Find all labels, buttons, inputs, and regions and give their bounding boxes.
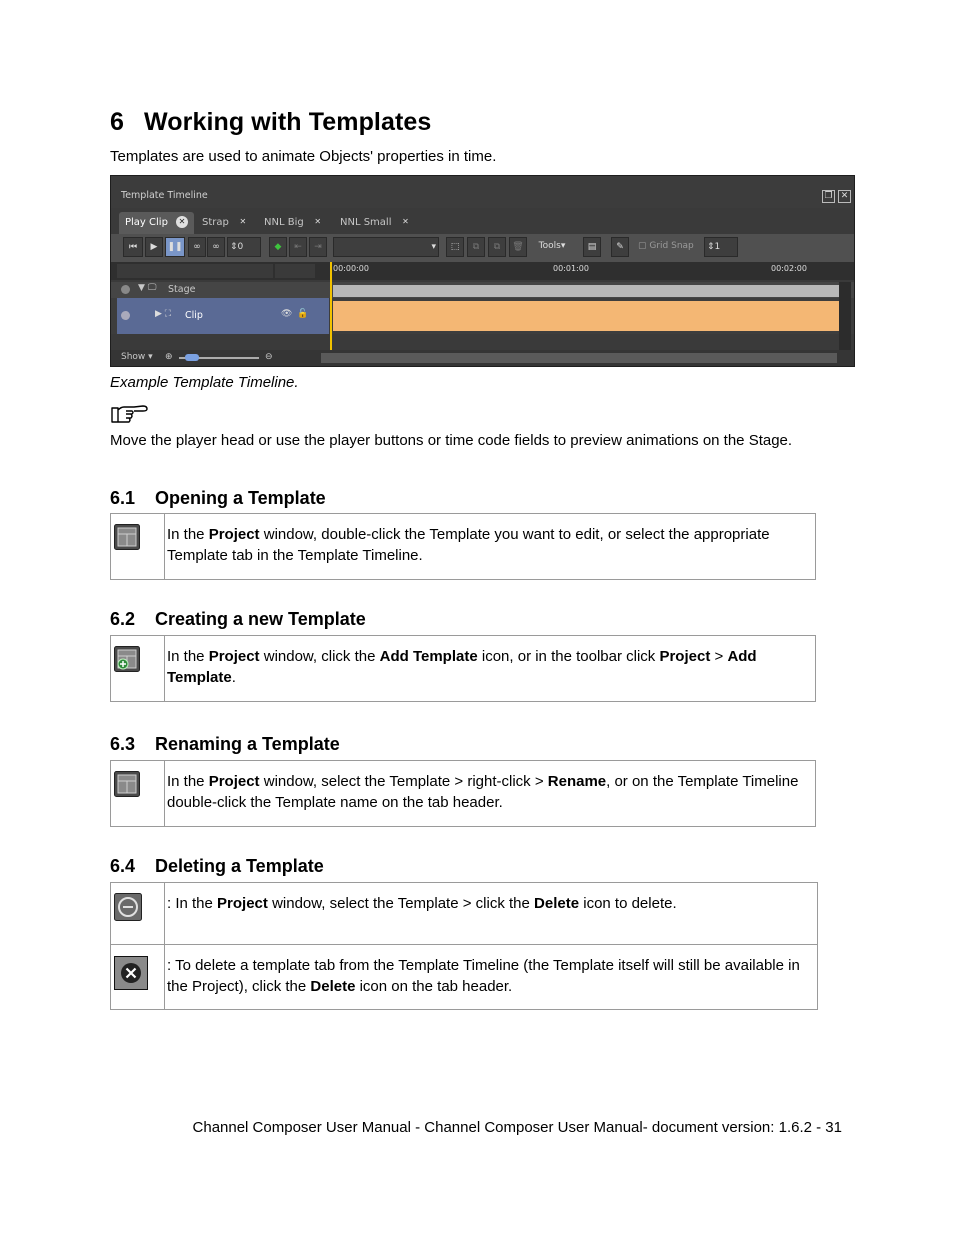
expand-icon[interactable]: ▶ ⛶ <box>155 309 172 319</box>
tab-nnl-big[interactable]: NNL Big ✕ <box>264 212 324 234</box>
page-title <box>110 108 431 137</box>
copy-icon[interactable]: ⧉ <box>467 237 485 257</box>
clip-track-bar[interactable] <box>333 301 839 331</box>
text-run: . <box>231 669 236 686</box>
wrench-icon[interactable]: ✎ <box>611 237 629 257</box>
stage-row[interactable] <box>111 282 854 298</box>
tip-text: Move the player head or use the player buttons or time code fields to preview animations on the Stage. <box>110 432 793 449</box>
title-text: Working with Templates <box>144 108 432 136</box>
row-text <box>165 945 818 1010</box>
section-heading: 6.3 Renaming a Template <box>110 734 340 754</box>
visibility-dot[interactable] <box>121 285 130 294</box>
section-heading: 6.1 Opening a Template <box>110 488 326 508</box>
close-tab-icon <box>114 956 148 990</box>
bold-term: Add Template <box>167 648 757 686</box>
previous-keyframe-icon[interactable]: ⇤ <box>289 237 307 257</box>
eye-icon[interactable]: 👁 <box>281 309 293 319</box>
text-run: icon on the tab header. <box>355 978 513 995</box>
row-text <box>165 514 816 580</box>
tab-play-clip[interactable]: Play Clip ✕ <box>119 212 194 234</box>
page-footer: Channel Composer User Manual - Channel Composer User Manual- document version: 1.6.2 - 31 <box>192 1119 842 1136</box>
text-run: > <box>710 648 728 665</box>
loop-once-icon[interactable]: ∞ <box>207 237 225 257</box>
stage-label: Stage <box>168 284 196 295</box>
tab-close-icon[interactable]: ✕ <box>402 217 409 226</box>
text-run: window, click the <box>259 648 380 665</box>
text-run: window, select the Template > click the <box>267 895 535 912</box>
figure-caption: Example Template Timeline. <box>110 374 299 391</box>
row-text <box>165 636 816 702</box>
intro-text: Templates are used to animate Objects' properties in time. <box>110 148 497 165</box>
add-keyframe-icon[interactable]: ◆ <box>269 237 287 257</box>
text-run: window, select the Template > right-click > <box>259 773 548 790</box>
close-icon[interactable]: ✕ <box>838 190 851 203</box>
add-template-icon <box>114 646 140 672</box>
creating-template-table <box>110 635 816 702</box>
tab-close-icon[interactable]: ✕ <box>314 217 322 226</box>
timeline-window-title: Template Timeline <box>121 190 208 201</box>
bold-term: Delete <box>310 978 356 995</box>
horizontal-scrollbar[interactable] <box>321 353 837 363</box>
bold-term: Project <box>208 648 260 665</box>
delete-icon <box>114 893 142 921</box>
grid-snap-field[interactable]: ⇕1 <box>704 237 738 257</box>
bold-term: Delete <box>534 895 580 912</box>
timeline-bottom-bar <box>111 350 854 366</box>
text-run: : To delete a template tab from the Template Timeline (the Template itself will still be available in the Project), click the <box>167 957 800 995</box>
clip-label: Clip <box>185 310 203 321</box>
renaming-template-table <box>110 760 816 827</box>
lock-icon[interactable]: 🔓 <box>297 309 309 319</box>
text-run: In the <box>167 526 209 543</box>
next-keyframe-icon[interactable]: ⇥ <box>309 237 327 257</box>
keyframe-dropdown[interactable]: ▾ <box>333 237 439 257</box>
tab-nnl-small[interactable]: NNL Small ✕ <box>340 212 411 234</box>
template-icon <box>114 524 140 550</box>
pointing-hand-icon <box>110 402 152 426</box>
text-run: In the <box>167 648 209 665</box>
template-tab-bar <box>111 208 854 236</box>
row-text <box>165 761 816 827</box>
skip-to-start-icon[interactable]: ⏮ <box>123 237 143 257</box>
ruler-label: 00:00:00 <box>333 264 369 273</box>
vertical-scrollbar[interactable] <box>839 282 851 350</box>
paste-icon[interactable]: ⧉ <box>488 237 506 257</box>
time-field[interactable]: ⇕0 <box>227 237 261 257</box>
table-row <box>111 636 816 702</box>
playhead[interactable] <box>330 262 332 354</box>
timeline-toolbar <box>111 234 854 262</box>
row-text <box>165 883 818 945</box>
text-run: window, double-click the Template you want to edit, or select the appropriate Template tab in the Template Timeline. <box>167 526 770 564</box>
section-heading: 6.4 Deleting a Template <box>110 856 324 876</box>
select-icon[interactable]: ⬚ <box>446 237 464 257</box>
text-run: icon, or in the toolbar click <box>477 648 660 665</box>
ruler-label: 00:02:00 <box>771 264 807 273</box>
opening-template-table <box>110 513 816 580</box>
template-timeline-screenshot <box>110 175 855 367</box>
bold-term: Project <box>208 773 260 790</box>
trash-icon[interactable]: 🗑 <box>509 237 527 257</box>
time-ruler[interactable] <box>111 262 854 280</box>
stage-track <box>333 285 839 297</box>
zoom-in-icon[interactable]: ⊕ <box>165 352 173 362</box>
bold-term: Project <box>217 895 268 912</box>
grid-snap-toggle[interactable]: ▢ Grid Snap <box>638 241 694 251</box>
show-menu[interactable]: Show ▾ <box>121 352 153 362</box>
pause-icon[interactable]: ❚❚ <box>165 237 185 257</box>
table-row <box>111 761 816 827</box>
tab-close-icon[interactable]: ✕ <box>239 217 247 226</box>
deleting-template-table <box>110 882 818 1010</box>
expand-icon[interactable]: ▼ 🖵 <box>138 283 157 293</box>
bold-term: Project <box>208 526 260 543</box>
text-run: , or on the Template Timeline double-click the Template name on the tab header. <box>167 773 799 811</box>
table-row <box>111 945 818 1010</box>
timeline-titlebar <box>111 176 854 212</box>
loop-icon[interactable]: ∞ <box>188 237 206 257</box>
clip-row[interactable] <box>111 298 854 334</box>
text-run: icon to delete. <box>579 895 677 912</box>
table-row <box>111 883 818 945</box>
bold-term: Rename <box>547 773 607 790</box>
visibility-dot[interactable] <box>121 311 130 320</box>
zoom-out-icon[interactable]: ⊖ <box>265 352 273 362</box>
restore-icon[interactable]: ❐ <box>822 190 835 203</box>
zoom-slider-handle[interactable] <box>185 354 199 361</box>
play-icon[interactable]: ▶ <box>145 237 163 257</box>
tab-strap[interactable]: Strap ✕ <box>202 212 249 234</box>
bold-term: Project <box>659 648 711 665</box>
save-icon[interactable]: ▤ <box>583 237 601 257</box>
table-row <box>111 514 816 580</box>
section-heading: 6.2 Creating a new Template <box>110 609 366 629</box>
template-icon <box>114 771 140 797</box>
text-run: In the <box>167 773 209 790</box>
title-number: 6 <box>110 108 125 136</box>
bold-term: Add Template <box>379 648 478 665</box>
tools-menu[interactable]: Tools▾ <box>538 241 566 251</box>
tab-close-icon[interactable]: ✕ <box>176 216 188 228</box>
ruler-label: 00:01:00 <box>553 264 589 273</box>
text-run: : In the <box>167 895 218 912</box>
